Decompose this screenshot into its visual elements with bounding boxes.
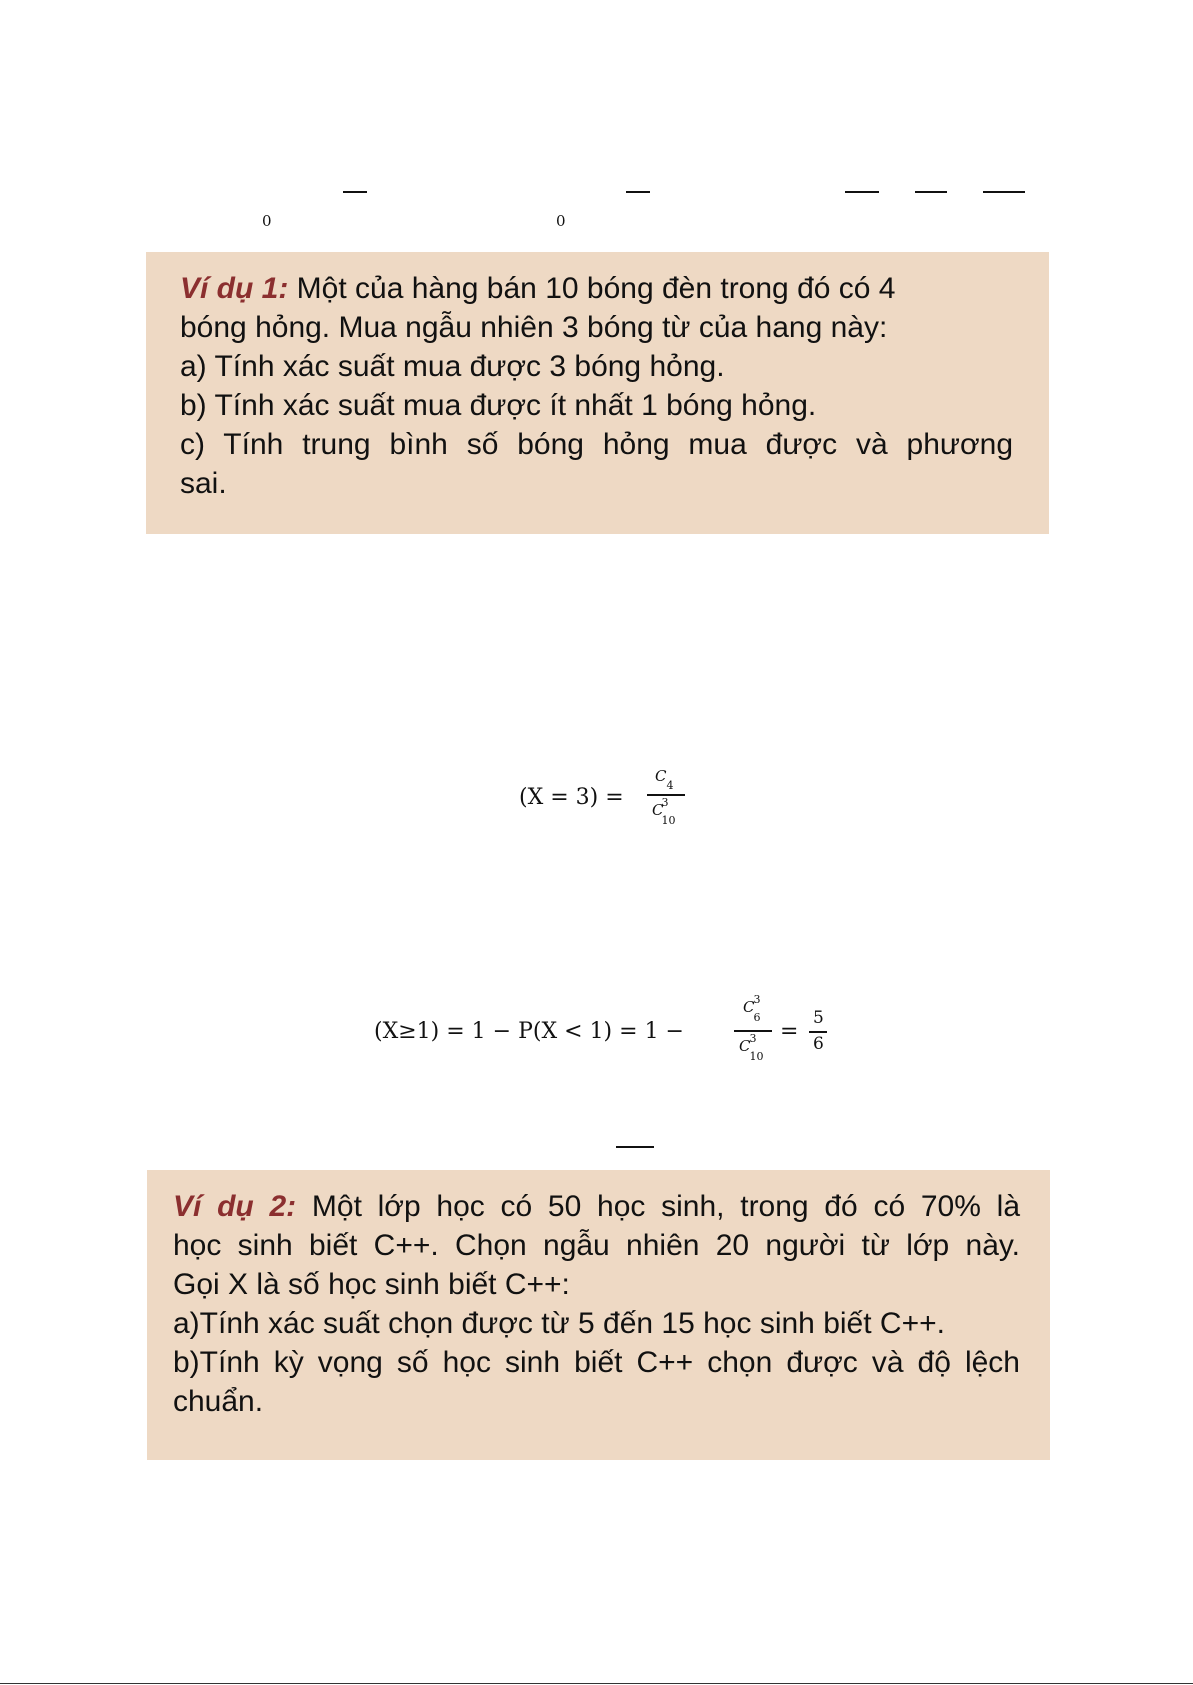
example-2-label: Ví dụ 2: — [173, 1190, 297, 1223]
formula-b-lhs: (X≥1) = 1 − P(X < 1) = 1 − — [374, 1019, 684, 1044]
example-1-line: sai. — [180, 467, 227, 500]
overline-mark — [343, 191, 367, 193]
formula-b-fraction-2-bar — [809, 1031, 827, 1033]
example-1-text: Một của hàng bán 10 bóng đèn trong đó có 4 — [288, 272, 896, 305]
example-1-line: bóng hỏng. Mua ngẫu nhiên 3 bóng từ của hang này: — [180, 311, 888, 344]
example-1-part-b: b) Tính xác suất mua được ít nhất 1 bóng hỏng. — [180, 389, 817, 422]
example-2-part-b: b)Tính kỳ vọng số học sinh biết C++ chọn được và độ lệch — [173, 1346, 1020, 1379]
example-2-line: học sinh biết C++. Chọn ngẫu nhiên 20 người từ lớp này. — [173, 1229, 1020, 1262]
formula-a-lhs: (X = 3) = — [519, 785, 624, 810]
overline-mark — [845, 191, 879, 193]
example-1-part-c: c) Tính trung bình số bóng hỏng mua được và phương — [180, 428, 1013, 461]
example-2-line: chuẩn. — [173, 1385, 264, 1418]
overline-mark — [626, 191, 650, 193]
formula-b-fraction-2-denominator: 6 — [813, 1034, 824, 1054]
page-bottom-rule — [0, 1683, 1193, 1684]
formula-b-fraction-1-denominator: $C^3_{10}$ — [739, 1032, 764, 1063]
subscript-zero: 0 — [262, 212, 272, 230]
example-2-box — [147, 1170, 1050, 1460]
example-2-part-a: a)Tính xác suất chọn được từ 5 đến 15 học sinh biết C++. — [173, 1307, 945, 1340]
subscript-zero: 0 — [556, 212, 566, 230]
example-2-line — [173, 1187, 1020, 1226]
example-1-part-a: a) Tính xác suất mua được 3 bóng hỏng. — [180, 350, 725, 383]
formula-a-numerator: $C_4$ — [655, 767, 674, 792]
formula-a-denominator: $C^3_{10}$ — [652, 796, 676, 827]
overline-mark — [915, 191, 947, 193]
overline-mark — [616, 1146, 654, 1148]
example-1-box — [146, 252, 1049, 534]
example-2-text: Một lớp học có 50 học sinh, trong đó có 70% là — [296, 1190, 1021, 1223]
formula-b-fraction-2-numerator: 5 — [813, 1008, 824, 1028]
formula-b-fraction-1-numerator: $C^3_6$ — [743, 993, 761, 1024]
example-1-label: Ví dụ 1: — [180, 272, 289, 305]
overline-mark — [983, 191, 1025, 193]
example-1-line — [180, 269, 1013, 308]
example-2-line: Gọi X là số học sinh biết C++: — [173, 1268, 570, 1301]
formula-b-equals: = — [780, 1019, 799, 1044]
